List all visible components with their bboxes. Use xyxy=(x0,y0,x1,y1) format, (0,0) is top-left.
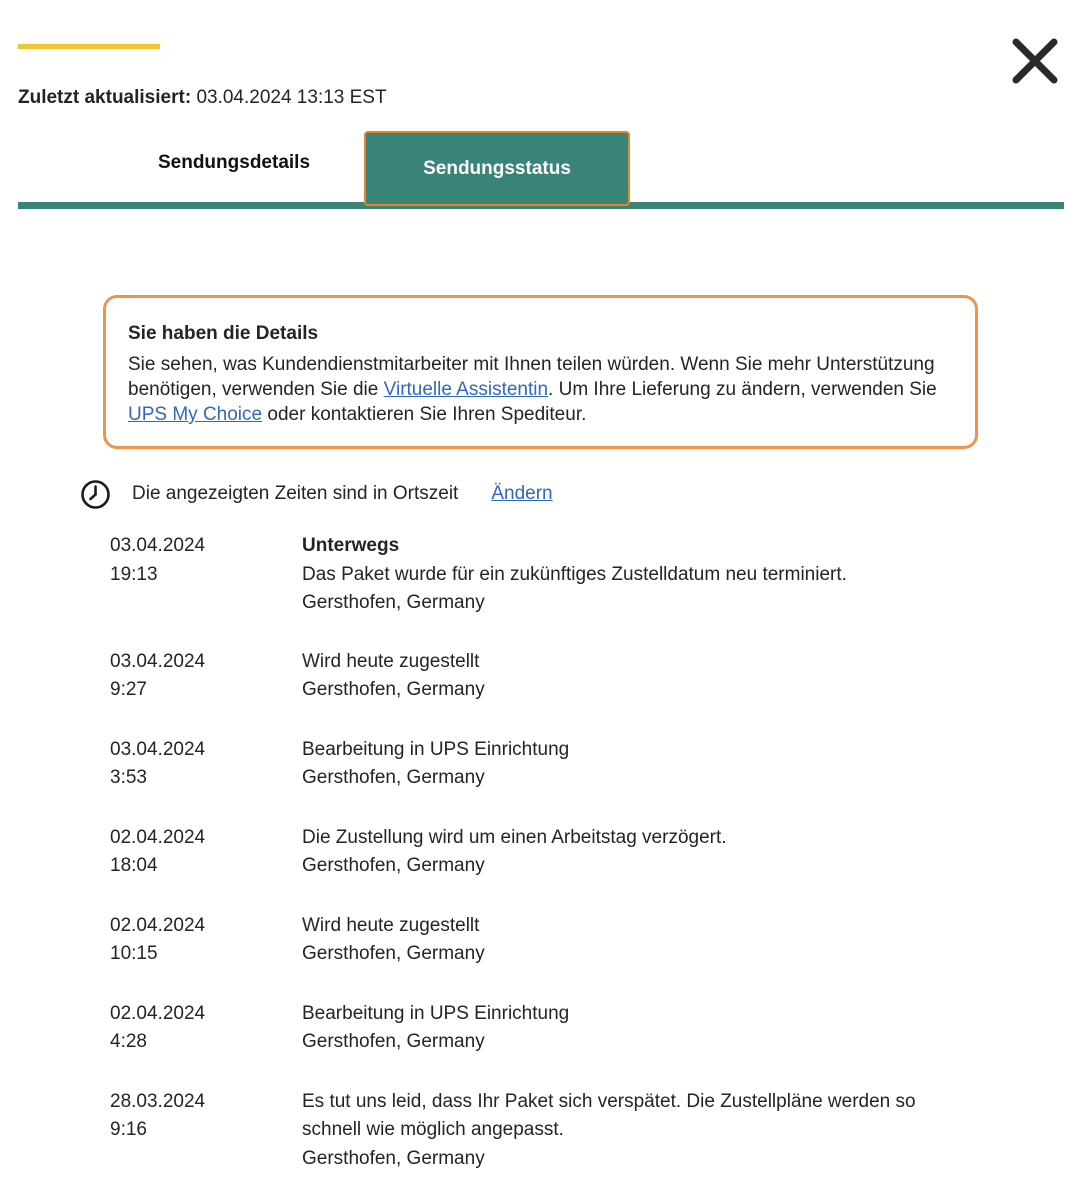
event-location: Gersthofen, Germany xyxy=(302,943,485,964)
event-datetime xyxy=(110,532,302,618)
event-description: Bearbeitung in UPS Einrichtung xyxy=(302,738,570,760)
event-row xyxy=(110,648,1010,705)
event-details xyxy=(302,912,962,969)
event-time: 19:13 xyxy=(110,563,158,585)
event-location: Gersthofen, Germany xyxy=(302,592,485,613)
info-notice xyxy=(103,295,978,449)
tracking-events xyxy=(110,532,1010,1173)
tab-bar xyxy=(18,131,1064,211)
event-row xyxy=(110,532,1010,618)
header-accent-bar xyxy=(18,44,160,49)
event-datetime xyxy=(110,1000,302,1057)
event-datetime xyxy=(110,648,302,705)
event-time: 9:16 xyxy=(110,1119,147,1140)
event-details xyxy=(302,1088,962,1174)
event-row xyxy=(110,912,1010,969)
timezone-text: Die angezeigten Zeiten sind in Ortszeit xyxy=(132,483,459,504)
info-title: Sie haben die Details xyxy=(128,323,319,344)
info-text-part-2: . Um Ihre Lieferung zu ändern, verwenden Sie xyxy=(548,379,937,400)
event-location: Gersthofen, Germany xyxy=(302,1031,485,1052)
event-description: Es tut uns leid, dass Ihr Paket sich verspätet. Die Zustellpläne werden so schnell wie möglich angepasst. xyxy=(302,1090,916,1140)
event-date: 03.04.2024 xyxy=(110,650,206,672)
event-details xyxy=(302,1000,962,1057)
event-details xyxy=(302,648,962,705)
last-updated xyxy=(18,87,387,109)
close-icon xyxy=(1010,36,1060,86)
event-description: Bearbeitung in UPS Einrichtung xyxy=(302,1002,570,1024)
event-time: 9:27 xyxy=(110,679,147,700)
event-row xyxy=(110,1088,1010,1174)
event-location: Gersthofen, Germany xyxy=(302,767,485,788)
event-status: Unterwegs xyxy=(302,535,400,556)
last-updated-value: 03.04.2024 13:13 EST xyxy=(196,87,387,108)
tab-shipment-status[interactable]: Sendungsstatus xyxy=(364,131,630,206)
event-row xyxy=(110,736,1010,793)
event-details xyxy=(302,824,962,881)
event-location: Gersthofen, Germany xyxy=(302,855,485,876)
timezone-row xyxy=(80,478,780,510)
event-datetime xyxy=(110,912,302,969)
event-description: Die Zustellung wird um einen Arbeitstag verzögert. xyxy=(302,826,727,848)
event-datetime xyxy=(110,1088,302,1174)
event-location: Gersthofen, Germany xyxy=(302,679,485,700)
close-button[interactable] xyxy=(1010,36,1060,86)
event-datetime xyxy=(110,824,302,881)
event-date: 03.04.2024 xyxy=(110,738,206,760)
event-description: Das Paket wurde für ein zukünftiges Zustelldatum neu terminiert. xyxy=(302,563,847,585)
event-row xyxy=(110,824,1010,881)
event-time: 4:28 xyxy=(110,1031,147,1052)
event-row xyxy=(110,1000,1010,1057)
info-text-part-1: Sie sehen, was Kundendienstmitarbeiter mit Ihnen teilen würden. Wenn Sie mehr Unterstützung benötigen, verwenden Sie die xyxy=(128,354,935,400)
event-location: Gersthofen, Germany xyxy=(302,1147,485,1169)
info-text-part-3: oder kontaktieren Sie Ihren Spediteur. xyxy=(262,404,587,425)
event-details xyxy=(302,736,962,793)
event-date: 02.04.2024 xyxy=(110,914,206,936)
event-date: 28.03.2024 xyxy=(110,1090,206,1112)
event-description: Wird heute zugestellt xyxy=(302,914,480,936)
event-time: 18:04 xyxy=(110,855,158,876)
event-description: Wird heute zugestellt xyxy=(302,650,480,672)
event-date: 02.04.2024 xyxy=(110,826,206,848)
event-date: 02.04.2024 xyxy=(110,1002,206,1024)
virtual-assistant-link[interactable]: Virtuelle Assistentin xyxy=(383,379,549,400)
event-datetime xyxy=(110,736,302,793)
ups-my-choice-link[interactable]: UPS My Choice xyxy=(128,404,263,425)
change-timezone-link[interactable]: Ändern xyxy=(491,483,553,504)
event-date: 03.04.2024 xyxy=(110,535,206,556)
info-text xyxy=(128,352,953,427)
event-time: 10:15 xyxy=(110,943,158,964)
event-details xyxy=(302,532,962,618)
last-updated-label: Zuletzt aktualisiert: xyxy=(18,87,192,108)
event-time: 3:53 xyxy=(110,767,147,788)
clock-icon xyxy=(80,479,111,510)
tab-shipment-details[interactable]: Sendungsdetails xyxy=(157,151,311,173)
